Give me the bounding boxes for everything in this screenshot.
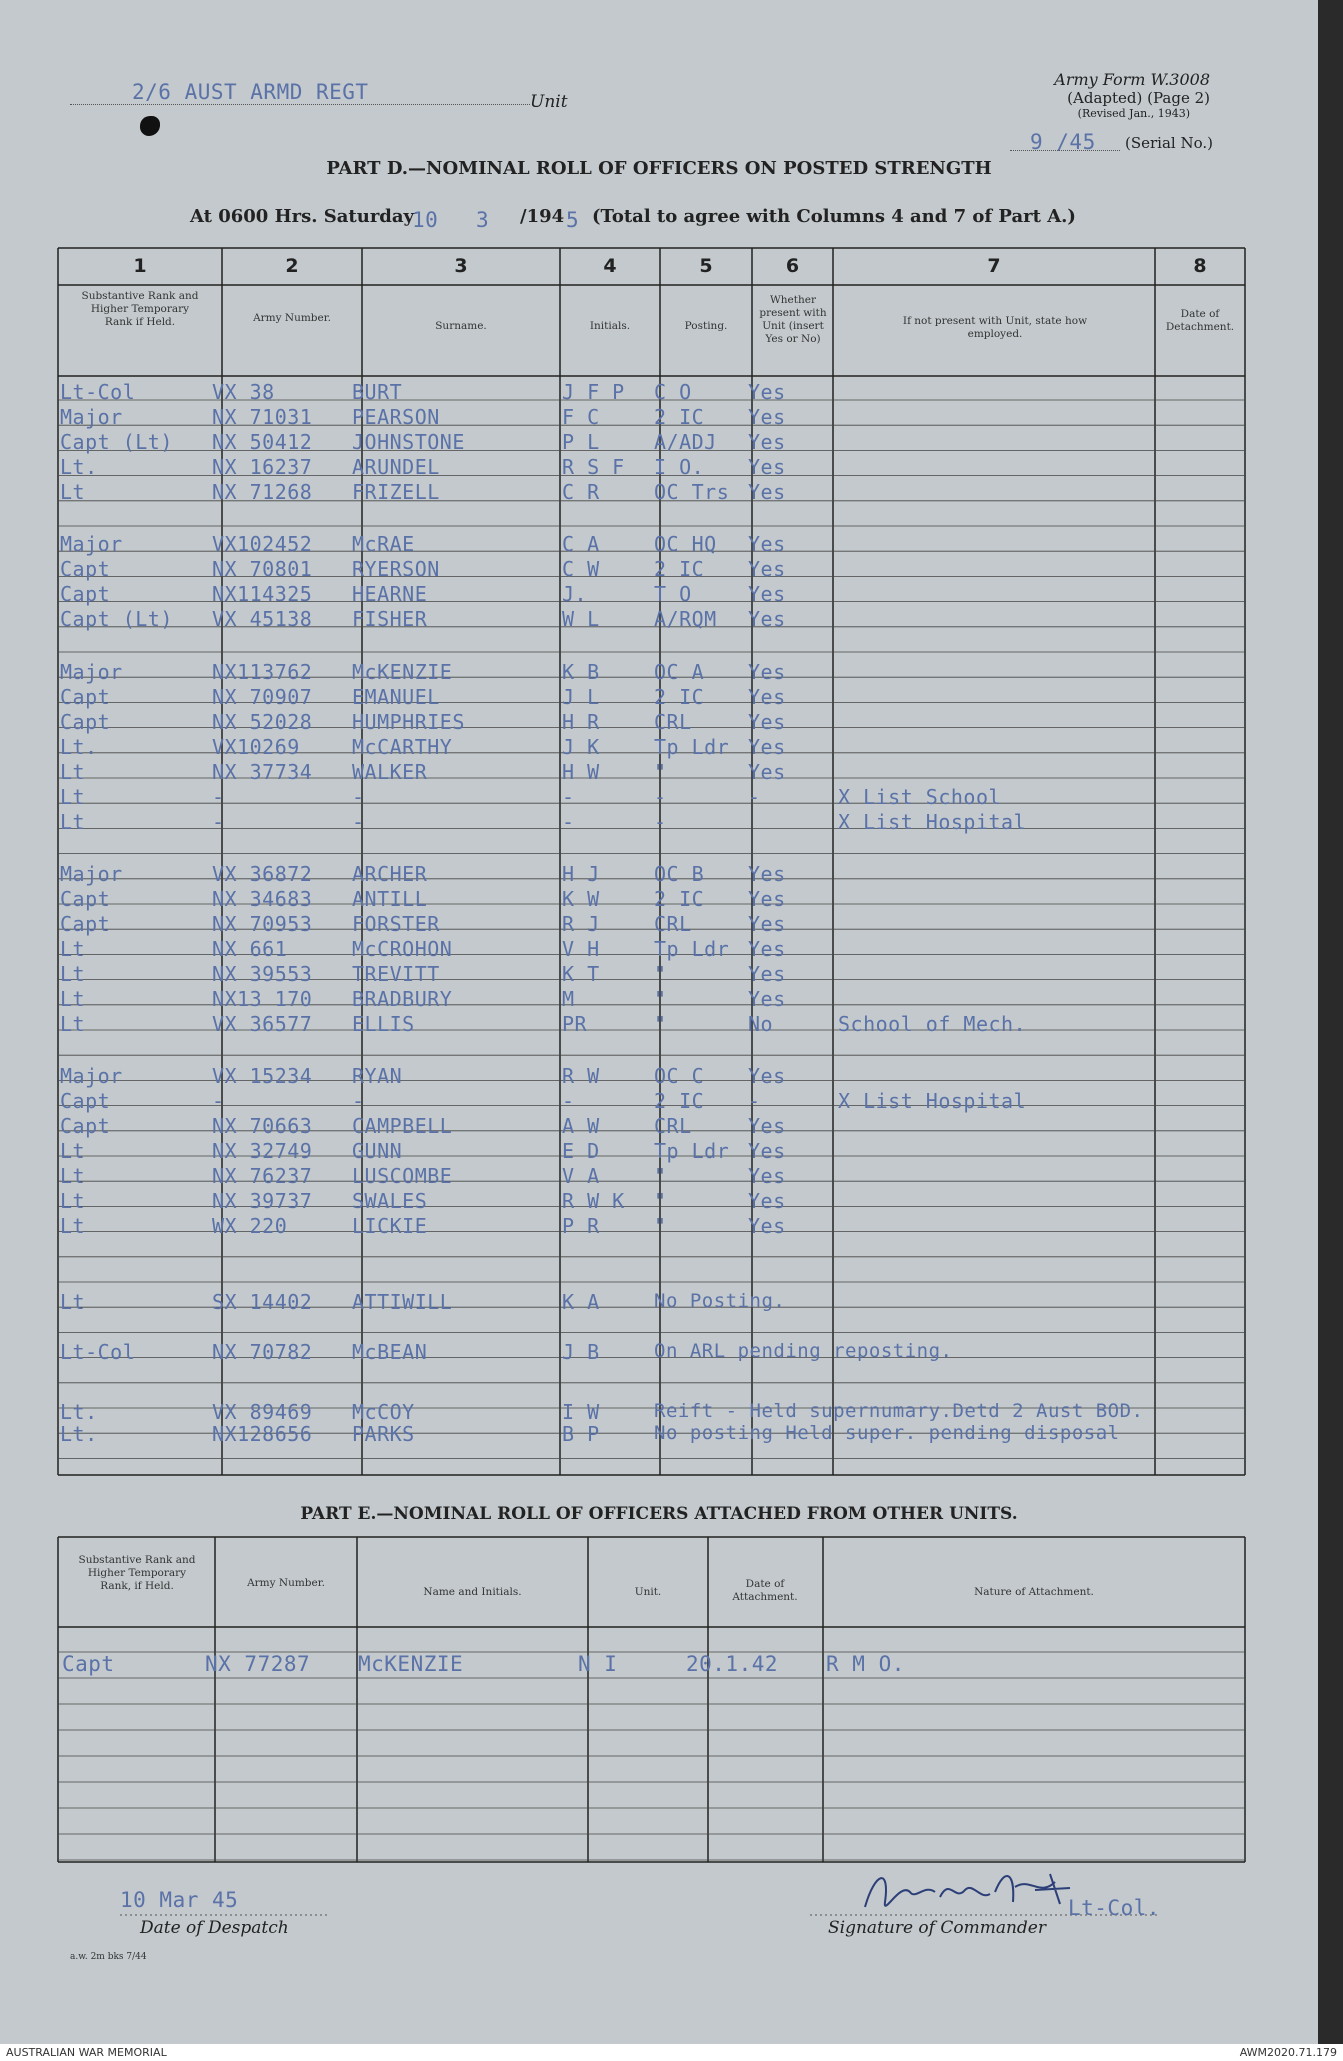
cell-initials: J B — [562, 1340, 600, 1364]
cell-rank: Lt — [60, 1290, 86, 1314]
cell-posting: " — [654, 760, 667, 784]
colnum-1: 1 — [133, 255, 147, 277]
cell-present: Yes — [748, 1064, 786, 1088]
unit-value: 2/6 AUST ARMD REGT — [132, 80, 369, 104]
archive-name: AUSTRALIAN WAR MEMORIAL — [6, 2046, 167, 2059]
cell-surname: BURT — [352, 380, 403, 404]
cell-unit: N I — [578, 1652, 618, 1676]
colnum-4: 4 — [603, 255, 617, 277]
cell-initials: K B — [562, 660, 600, 684]
cell-rank: Capt — [60, 582, 111, 606]
cell-surname: HUMPHRIES — [352, 710, 465, 734]
cell-initials: M — [562, 987, 575, 1011]
cell-initials: PR — [562, 1012, 588, 1036]
cell-surname: PARKS — [352, 1422, 415, 1446]
cell-employed: X List Hospital — [838, 810, 1027, 834]
cell-initials: H J — [562, 862, 600, 886]
form-revised: (Revised Jan., 1943) — [1077, 107, 1190, 120]
cell-initials: V H — [562, 937, 600, 961]
cell-date: 20.1.42 — [686, 1652, 779, 1676]
cell-rank: Capt — [60, 887, 111, 911]
cell-posting: A/RQM — [654, 607, 717, 631]
e-col-header-rank: Substantive Rank and Higher Temporary Rank, if Held. — [78, 1554, 196, 1592]
cell-rank: Lt — [60, 1139, 86, 1163]
cell-present: Yes — [748, 380, 786, 404]
col-header-detachment: Date of Detachment. — [1165, 308, 1235, 333]
cell-number: VX10269 — [212, 735, 300, 759]
e-col-header-unit: Unit. — [634, 1586, 662, 1598]
cell-surname: CAMPBELL — [352, 1114, 453, 1138]
cell-number: NX 70663 — [212, 1114, 313, 1138]
colnum-6: 6 — [785, 255, 800, 277]
cell-number: NX 50412 — [212, 430, 313, 454]
cell-number: NX 32749 — [212, 1139, 313, 1163]
cell-present: Yes — [748, 582, 786, 606]
cell-rank: Major — [60, 405, 123, 429]
cell-surname: SWALES — [352, 1189, 428, 1213]
cell-initials: R J — [562, 912, 600, 936]
cell-rank: Lt — [60, 785, 86, 809]
cell-rank: Lt — [60, 1189, 86, 1213]
cell-present: Yes — [748, 887, 786, 911]
cell-initials: J F P — [562, 380, 625, 404]
cell-posting: Tp Ldr — [654, 937, 730, 961]
col-header-employed: If not present with Unit, state how employed. — [902, 315, 1088, 340]
commander-signature — [855, 1862, 1085, 1922]
cell-posting: A/ADJ — [654, 430, 717, 454]
cell-initials: V A — [562, 1164, 600, 1188]
cell-name: McKENZIE — [358, 1652, 464, 1676]
cell-posting: " — [654, 962, 667, 986]
date-year-digit: 5 — [566, 208, 580, 232]
cell-surname: McCROHON — [352, 937, 453, 961]
colnum-8: 8 — [1193, 255, 1207, 277]
cell-initials: J L — [562, 685, 600, 709]
cell-initials: B P — [562, 1422, 600, 1446]
cell-present: Yes — [748, 912, 786, 936]
cell-initials: C A — [562, 532, 600, 556]
cell-number: NX 70907 — [212, 685, 313, 709]
cell-surname: ARCHER — [352, 862, 428, 886]
e-col-header-name: Name and Initials. — [423, 1586, 522, 1598]
cell-posting: 2 IC — [654, 557, 705, 581]
cell-rank: Lt — [60, 987, 86, 1011]
colnum-5: 5 — [699, 255, 713, 277]
total-note: (Total to agree with Columns 4 and 7 of Part A.) — [592, 206, 1076, 227]
cell-rank: Lt. — [60, 1400, 98, 1424]
cell-rank: Major — [60, 862, 123, 886]
cell-rank: Lt. — [60, 735, 98, 759]
cell-rank: Capt — [60, 1114, 111, 1138]
cell-surname: HEARNE — [352, 582, 428, 606]
cell-surname: McKENZIE — [352, 660, 453, 684]
cell-posting: " — [654, 1189, 667, 1213]
cell-number: NX113762 — [212, 660, 313, 684]
cell-posting: 2 IC — [654, 887, 705, 911]
cell-surname: RYERSON — [352, 557, 440, 581]
cell-rank: Major — [60, 1064, 123, 1088]
cell-rank: Lt — [60, 480, 86, 504]
cell-number: NX 71031 — [212, 405, 313, 429]
col-header-surname: Surname. — [435, 320, 487, 332]
cell-rank: Capt — [60, 912, 111, 936]
cell-surname: - — [352, 810, 365, 834]
cell-initials: - — [562, 785, 575, 809]
cell-posting: OC B — [654, 862, 705, 886]
cell-number: VX 36872 — [212, 862, 313, 886]
cell-present: Yes — [748, 660, 786, 684]
cell-number: NX 70953 — [212, 912, 313, 936]
cell-posting: OC C — [654, 1064, 705, 1088]
cell-rank: Capt — [60, 1089, 111, 1113]
cell-surname: RYAN — [352, 1064, 403, 1088]
cell-number: NX 71268 — [212, 480, 313, 504]
cell-posting: C O — [654, 380, 692, 404]
date-month: 3 — [476, 208, 490, 232]
cell-number: VX 89469 — [212, 1400, 313, 1424]
cell-surname: - — [352, 1089, 365, 1113]
cell-rank: Lt — [60, 1164, 86, 1188]
cell-employed: X List School — [838, 785, 1002, 809]
cell-present: Yes — [748, 532, 786, 556]
cell-surname: McBEAN — [352, 1340, 428, 1364]
cell-posting: " — [654, 987, 667, 1011]
at-label: At 0600 Hrs. Saturday — [190, 206, 415, 227]
cell-surname: PEARSON — [352, 405, 440, 429]
cell-present: Yes — [748, 607, 786, 631]
cell-posting: CRL — [654, 912, 692, 936]
print-code: a.w. 2m bks 7/44 — [70, 1952, 147, 1962]
part-e-title: PART E.—NOMINAL ROLL OF OFFICERS ATTACHED FROM OTHER UNITS. — [300, 1504, 1018, 1524]
cell-present: Yes — [748, 760, 786, 784]
colnum-7: 7 — [987, 255, 1001, 277]
cell-rank: Lt — [60, 810, 86, 834]
commander-label: Signature of Commander — [828, 1918, 1046, 1938]
cell-posting: " — [654, 1164, 667, 1188]
cell-number: VX 36577 — [212, 1012, 313, 1036]
cell-rank: Major — [60, 660, 123, 684]
cell-posting: " — [654, 1012, 667, 1036]
cell-surname: ARUNDEL — [352, 455, 440, 479]
cell-number: NX 76237 — [212, 1164, 313, 1188]
cell-rank: Major — [60, 532, 123, 556]
cell-posting: 2 IC — [654, 405, 705, 429]
cell-present: Yes — [748, 405, 786, 429]
date-day: 10 — [412, 208, 439, 232]
cell-rank: Capt (Lt) — [60, 430, 173, 454]
unit-label: Unit — [530, 92, 568, 112]
cell-surname: JOHNSTONE — [352, 430, 465, 454]
cell-present: Yes — [748, 430, 786, 454]
cell-present: Yes — [748, 937, 786, 961]
cell-present: Yes — [748, 1214, 786, 1238]
cell-number: VX 45138 — [212, 607, 313, 631]
cell-surname: McCOY — [352, 1400, 415, 1424]
cell-initials: C W — [562, 557, 600, 581]
cell-employed: School of Mech. — [838, 1012, 1027, 1036]
cell-number: SX 14402 — [212, 1290, 313, 1314]
cell-posting: CRL — [654, 1114, 692, 1138]
serial-value: 9 /45 — [1030, 130, 1096, 154]
cell-initials: P L — [562, 430, 600, 454]
cell-surname: FRIZELL — [352, 480, 440, 504]
cell-present: Yes — [748, 455, 786, 479]
cell-rank: Capt — [60, 557, 111, 581]
cell-posting: CRL — [654, 710, 692, 734]
form-adapted: (Adapted) (Page 2) — [1067, 89, 1210, 107]
cell-initials: R W — [562, 1064, 600, 1088]
cell-employed: X List Hospital — [838, 1089, 1027, 1113]
cell-initials: K W — [562, 887, 600, 911]
cell-number: NX13 170 — [212, 987, 313, 1011]
commander-rank-value: Lt-Col. — [1068, 1896, 1161, 1920]
cell-surname: - — [352, 785, 365, 809]
cell-number: NX 52028 — [212, 710, 313, 734]
cell-present: Yes — [748, 1164, 786, 1188]
cell-posting: 2 IC — [654, 685, 705, 709]
cell-number: NX 77287 — [205, 1652, 311, 1676]
col-header-initials: Initials. — [589, 320, 631, 332]
cell-number: NX 37734 — [212, 760, 313, 784]
cell-surname: McCARTHY — [352, 735, 453, 759]
e-col-header-number: Army Number. — [247, 1577, 325, 1589]
date-year-prefix: /194 — [520, 206, 565, 227]
cell-posting: Reift - Held supernumary.Detd 2 Aust BOD. — [654, 1400, 1144, 1422]
colnum-3: 3 — [454, 255, 468, 277]
col-header-rank: Substantive Rank and Higher Temporary Rank if Held. — [81, 290, 199, 328]
cell-rank: Capt — [62, 1652, 115, 1676]
cell-surname: WALKER — [352, 760, 428, 784]
cell-initials: H W — [562, 760, 600, 784]
cell-number: NX128656 — [212, 1422, 313, 1446]
cell-rank: Lt. — [60, 455, 98, 479]
cell-rank: Lt — [60, 1214, 86, 1238]
cell-present: Yes — [748, 862, 786, 886]
cell-number: NX 16237 — [212, 455, 313, 479]
cell-surname: LICKIE — [352, 1214, 428, 1238]
cell-number: NX 70782 — [212, 1340, 313, 1364]
cell-number: NX 39737 — [212, 1189, 313, 1213]
cell-initials: I W — [562, 1400, 600, 1424]
cell-number: NX 661 — [212, 937, 288, 961]
cell-rank: Lt. — [60, 1422, 98, 1446]
despatch-date-value: 10 Mar 45 — [120, 1888, 239, 1912]
cell-posting: T O — [654, 582, 692, 606]
cell-surname: ELLIS — [352, 1012, 415, 1036]
cell-rank: Capt — [60, 710, 111, 734]
cell-posting: " — [654, 1214, 667, 1238]
cell-number: VX 15234 — [212, 1064, 313, 1088]
cell-posting: OC HQ — [654, 532, 717, 556]
cell-initials: K T — [562, 962, 600, 986]
despatch-date-label: Date of Despatch — [140, 1918, 289, 1938]
cell-rank: Capt (Lt) — [60, 607, 173, 631]
cell-present: Yes — [748, 1114, 786, 1138]
cell-initials: - — [562, 810, 575, 834]
cell-surname: GUNN — [352, 1139, 403, 1163]
form-name: Army Form W.3008 — [1054, 70, 1210, 89]
cell-rank: Lt — [60, 760, 86, 784]
cell-posting: - — [654, 810, 667, 834]
cell-rank: Lt-Col — [60, 1340, 136, 1364]
cell-present: Yes — [748, 557, 786, 581]
colnum-2: 2 — [285, 255, 299, 277]
e-col-header-nature: Nature of Attachment. — [974, 1586, 1094, 1598]
cell-present: Yes — [748, 685, 786, 709]
serial-label: (Serial No.) — [1125, 134, 1213, 152]
cell-number: - — [212, 785, 225, 809]
cell-number: - — [212, 1089, 225, 1113]
cell-posting: On ARL pending reposting. — [654, 1340, 953, 1362]
cell-posting: Tp Ldr — [654, 735, 730, 759]
cell-present: - — [748, 785, 761, 809]
cell-nature: R M O. — [826, 1652, 905, 1676]
cell-number: NX 70801 — [212, 557, 313, 581]
cell-rank: Lt-Col — [60, 380, 136, 404]
cell-posting: OC Trs — [654, 480, 730, 504]
cell-posting: Tp Ldr — [654, 1139, 730, 1163]
cell-posting: No Posting. — [654, 1290, 786, 1312]
cell-initials: R S F — [562, 455, 625, 479]
cell-initials: E D — [562, 1139, 600, 1163]
cell-surname: LUSCOMBE — [352, 1164, 453, 1188]
cell-posting: - — [654, 785, 667, 809]
cell-rank: Lt — [60, 937, 86, 961]
cell-surname: FISHER — [352, 607, 428, 631]
cell-initials: W L — [562, 607, 600, 631]
cell-initials: A W — [562, 1114, 600, 1138]
cell-initials: R W K — [562, 1189, 625, 1213]
cell-initials: F C — [562, 405, 600, 429]
cell-present: Yes — [748, 962, 786, 986]
cell-number: NX114325 — [212, 582, 313, 606]
cell-initials: H R — [562, 710, 600, 734]
cell-initials: P R — [562, 1214, 600, 1238]
cell-present: Yes — [748, 1139, 786, 1163]
cell-number: - — [212, 810, 225, 834]
cell-initials: C R — [562, 480, 600, 504]
cell-posting: No posting Held super. pending disposal — [654, 1422, 1120, 1444]
cell-initials: J. — [562, 582, 588, 606]
e-col-header-date: Date of Attachment. — [732, 1578, 798, 1603]
cell-present: Yes — [748, 735, 786, 759]
cell-present: Yes — [748, 480, 786, 504]
cell-initials: K A — [562, 1290, 600, 1314]
archive-strip — [0, 2044, 1343, 2061]
cell-posting: OC A — [654, 660, 705, 684]
cell-rank: Lt — [60, 1012, 86, 1036]
cell-surname: EMANUEL — [352, 685, 440, 709]
cell-surname: ANTILL — [352, 887, 428, 911]
cell-surname: ATTIWILL — [352, 1290, 453, 1314]
cell-surname: McRAE — [352, 532, 415, 556]
cell-rank: Lt — [60, 962, 86, 986]
cell-number: NX 39553 — [212, 962, 313, 986]
cell-number: WX 220 — [212, 1214, 288, 1238]
cell-number: VX102452 — [212, 532, 313, 556]
archive-id: AWM2020.71.179 — [1239, 2046, 1337, 2059]
cell-surname: FORSTER — [352, 912, 440, 936]
cell-initials: J K — [562, 735, 600, 759]
cell-posting: 2 IC — [654, 1089, 705, 1113]
cell-surname: BRADBURY — [352, 987, 453, 1011]
cell-present: Yes — [748, 710, 786, 734]
col-header-army-number: Army Number. — [253, 312, 331, 324]
cell-rank: Capt — [60, 685, 111, 709]
cell-number: NX 34683 — [212, 887, 313, 911]
cell-posting: I O. — [654, 455, 705, 479]
part-d-title: PART D.—NOMINAL ROLL OF OFFICERS ON POSTED STRENGTH — [326, 158, 992, 179]
col-header-present: Whether present with Unit (insert Yes or No) — [759, 294, 827, 345]
cell-initials: - — [562, 1089, 575, 1113]
cell-number: VX 38 — [212, 380, 275, 404]
cell-present: No — [748, 1012, 774, 1036]
cell-present: Yes — [748, 987, 786, 1011]
cell-surname: TREVITT — [352, 962, 440, 986]
cell-present: Yes — [748, 1189, 786, 1213]
cell-present: - — [748, 1089, 761, 1113]
col-header-posting: Posting. — [684, 320, 728, 332]
